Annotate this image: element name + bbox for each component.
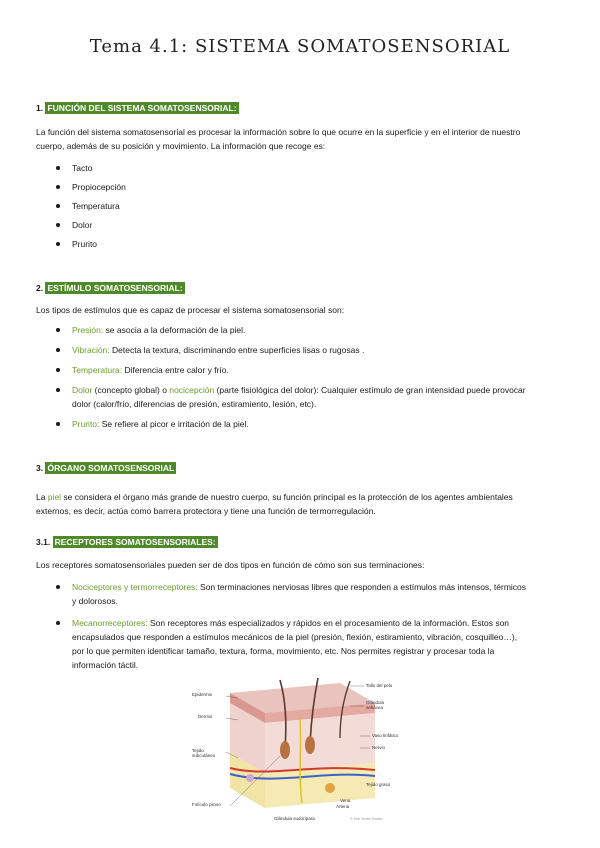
presion-term: Presión:: [72, 325, 104, 335]
presion-text: se asocia a la deformación de la piel.: [103, 325, 246, 335]
dolor-text-2: dolor (calor/frío, diferencias de presión, estiramiento, lesión, etc).: [72, 399, 317, 409]
mecanorreceptores-text-1: Son receptores más especializados y rápidos en el procesamiento de la información. Estos son: [147, 618, 510, 628]
section-3-line-1: se considera el órgano más grande de nuestro cuerpo, su función principal es la protección de los agentes ambientales: [61, 492, 513, 502]
list-item: [56, 383, 566, 411]
piel-term: piel: [47, 492, 62, 502]
label-arteria: Arteria: [336, 804, 350, 809]
label-vaso: Vaso linfático: [372, 733, 399, 738]
nocicepcion-term: nocicepción: [169, 385, 215, 395]
list-item: [56, 616, 566, 672]
list-item: [56, 343, 566, 357]
skin-diagram: [190, 678, 410, 828]
section-3-paragraph: [36, 490, 564, 518]
stimulus-list: [56, 323, 566, 431]
section-1-heading: [36, 103, 239, 113]
dolor-mid: (concepto global) o: [92, 385, 170, 395]
list-item: [56, 580, 566, 608]
section-31-title: RECEPTORES SOMATOSENSORIALES:: [54, 537, 216, 547]
section-31-heading: [36, 537, 218, 547]
vibracion-term: Vibración:: [72, 345, 110, 355]
hair-follicle: [305, 736, 315, 754]
label-epidermis: Epidermis: [192, 692, 213, 697]
prurito-term: Prurito:: [72, 419, 100, 429]
label-sudoripara: Glándula sudorípara: [274, 816, 315, 821]
section-1-number: 1.: [36, 103, 44, 113]
list-item: [56, 323, 566, 337]
section-3-number: 3.: [36, 463, 44, 473]
section-2-heading: [36, 283, 185, 293]
section-1-intro-line-2: cuerpo, además de su posición y movimiento. La información que recoge es:: [36, 141, 326, 151]
section-2-title: ESTÍMULO SOMATOSENSORIAL:: [47, 283, 183, 293]
list-item: [56, 363, 566, 377]
sensation-list: [56, 161, 566, 251]
label-vena: Vena: [340, 798, 351, 803]
sweat-gland: [325, 783, 335, 793]
section-1-intro-line-1: La función del sistema somatosensorial es procesar la información sobre lo que ocurre en la superficie y en el interior de nuestro: [36, 127, 521, 137]
page-title: Tema 4.1: SISTEMA SOMATOSENSORIAL: [89, 36, 511, 57]
section-3-heading: [36, 463, 176, 473]
label-foliculo: Folículo piloso: [192, 802, 221, 807]
nociceptores-text-1: Son terminaciones nerviosas libres que responden a estímulos más intensos, térmicos: [197, 582, 527, 592]
section-1-intro: [36, 125, 564, 153]
vibracion-text: Detecta la textura, discriminando entre superficies lisas o rugosas .: [109, 345, 365, 355]
section-3-title: ÓRGANO SOMATOSENSORIAL: [47, 463, 175, 473]
list-item: Propiocepción: [56, 180, 566, 194]
temperatura-text: Diferencia entre calor y frío.: [122, 365, 229, 375]
dolor-term: Dolor: [72, 385, 93, 395]
section-31-intro: Los receptores somatosensoriales pueden ser de dos tipos en función de cómo son sus terminaciones:: [36, 560, 425, 570]
section-31-number: 3.1.: [36, 537, 51, 547]
mecanorreceptores-text-3: por lo que permiten identificar tamaño, textura, forma, movimiento, etc. Nos permites registrar y procesar toda la: [72, 646, 495, 656]
dermis-front: [265, 713, 375, 773]
nociceptores-term: Nociceptores y termorreceptores:: [72, 582, 198, 592]
figure-credit: © Jedi Terran Shutter: [350, 817, 384, 821]
section-3-pre: La: [36, 492, 48, 502]
list-item: Prurito: [56, 237, 566, 251]
label-tallo: Tallo del pelo: [366, 683, 393, 688]
mecanorreceptores-text-4: información táctil.: [72, 660, 139, 670]
section-1-title: FUNCIÓN DEL SISTEMA SOMATOSENSORIAL:: [47, 103, 237, 113]
list-item: Dolor: [56, 218, 566, 232]
label-nervio: Nervio: [372, 745, 386, 750]
hair-follicle: [280, 741, 290, 759]
receptor-list: [56, 580, 566, 672]
mecanorreceptores-text-2: encapsulados que responden a estímulos mecánicos de la piel (presión, flexión, estiramiento, vibración, cosquilleo…),: [72, 632, 518, 642]
prurito-text: Se refiere al picor e irritación de la piel.: [99, 419, 249, 429]
label-tejido-graso: Tejido graso: [366, 782, 391, 787]
list-item: [56, 417, 566, 431]
section-2-intro: Los tipos de estímulos que es capaz de procesar el sistema somatosensorial son:: [36, 305, 345, 315]
nociceptores-text-2: y dolorosos.: [72, 596, 118, 606]
list-item: Tacto: [56, 161, 566, 175]
label-subcutaneo: subcutáneo: [192, 753, 216, 758]
temperatura-term: Temperatura:: [72, 365, 123, 375]
section-2-number: 2.: [36, 283, 44, 293]
list-item: Temperatura: [56, 199, 566, 213]
label-glandula-2: sebácea: [366, 705, 384, 710]
section-3-line-2: externos, es decir, actúa como barrera protectora y tiene una función de termorregulación.: [36, 506, 376, 516]
mecanorreceptores-term: Mecanorreceptores:: [72, 618, 148, 628]
dolor-text-1: (parte fisiológica del dolor): Cualquier estímulo de gran intensidad puede provocar: [214, 385, 526, 395]
label-glandula-1: Glándula: [366, 700, 385, 705]
label-dermis: Dermis: [198, 714, 213, 719]
receptor: [246, 774, 254, 782]
label-tejido: Tejido: [192, 748, 204, 753]
